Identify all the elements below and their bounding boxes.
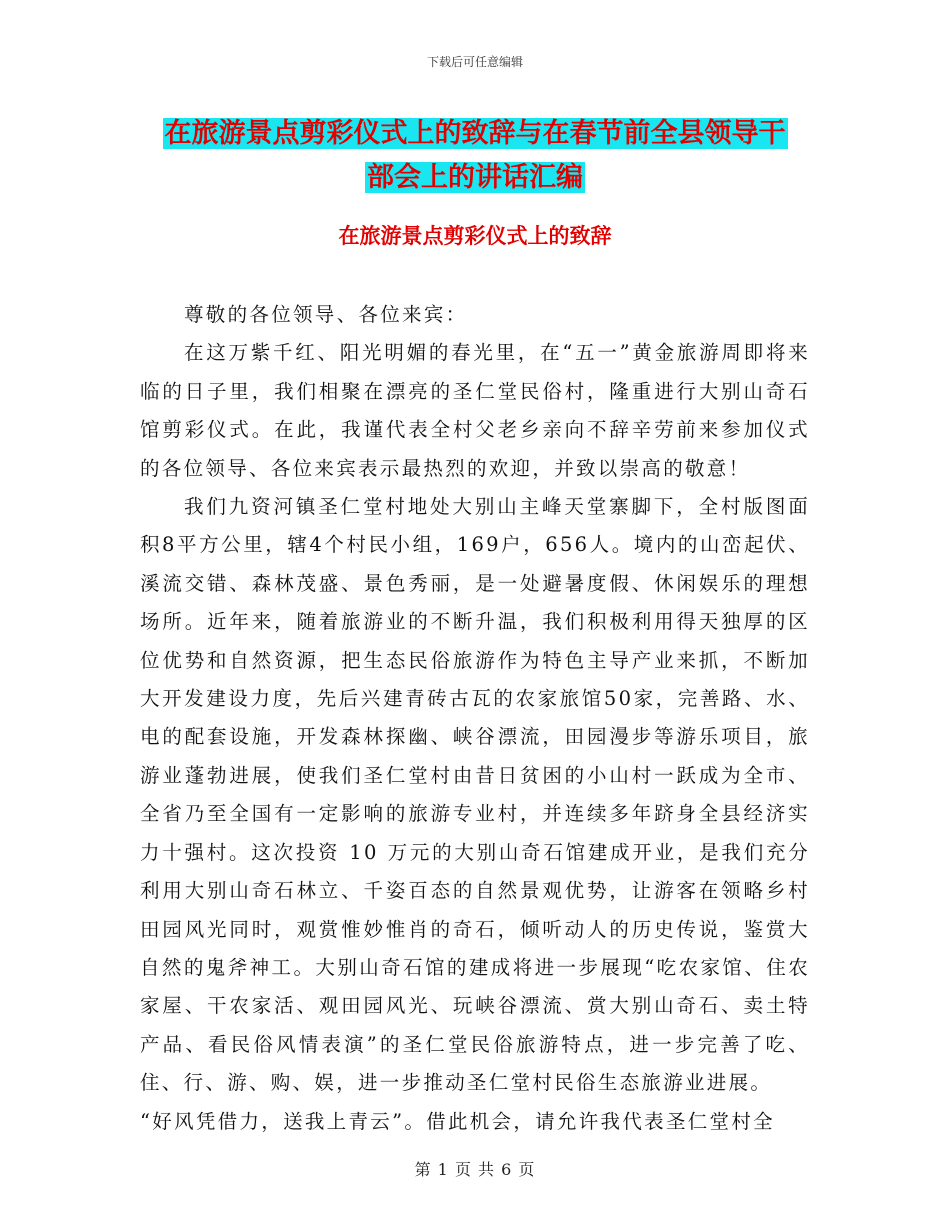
section-title: 在旅游景点剪彩仪式上的致辞	[338, 224, 612, 248]
document-title	[0, 112, 950, 200]
page-number-footer: 第 1 页 共 6 页	[414, 1160, 536, 1179]
body-paragraph: 我们九资河镇圣仁堂村地处大别山主峰天堂寨脚下，全村版图面积8平方公里，辖4个村民小组，169户，656人。境内的山峦起伏、溪流交错、森林茂盛、景色秀丽，是一处避暑度假、休闲娱乐的理想场所。近年来，随着旅游业的不断升温，我们积极利用得天独厚的区位优势和自然资源，把生态民俗旅游作为特色主导产业来抓，不断加大开发建设力度，先后兴建青砖古瓦的农家旅馆50家，完善路、水、电的配套设施，开发森林探幽、峡谷漂流，田园漫步等游乐项目，旅游业蓬勃进展，使我们圣仁堂村由昔日贫困的小山村一跃成为全市、全省乃至全国有一定影响的旅游专业村，并连续多年跻身全县经济实力十强村。这次投资 10 万元的大别山奇石馆建成开业，是我们充分利用大别山奇石林立、千姿百态的自然景观优势，让游客在领略乡村田园风光同时，观赏惟妙惟肖的奇石，倾听动人的历史传说，鉴赏大自然的鬼斧神工。大别山奇石馆的建成将进一步展现“吃农家馆、住农家屋、干农家活、观田园风光、玩峡谷漂流、赏大别山奇石、卖土特产品、看民俗风情表演”的圣仁堂民俗旅游特点，进一步完善了吃、住、行、游、购、娱，进一步推动圣仁堂村民俗生态旅游业进展。	[140, 495, 810, 1095]
body-paragraph: “好风凭借力，送我上青云”。借此机会，请允许我代表圣仁堂村全	[140, 1109, 775, 1133]
document-title-line-1: 在旅游景点剪彩仪式上的致辞与在春节前全县领导干	[164, 118, 786, 149]
document-body	[140, 296, 810, 1141]
document-title-line-2: 部会上的讲话汇编	[367, 162, 583, 193]
body-paragraph: 在这万紫千红、阳光明媚的春光里，在“五一”黄金旅游周即将来临的日子里，我们相聚在漂亮的圣仁堂民俗村，隆重进行大别山奇石馆剪彩仪式。在此，我谨代表全村父老乡亲向不辞辛劳前来参加仪式的各位领导、各位来宾表示最热烈的欢迎，并致以崇高的敬意！	[140, 341, 810, 480]
salutation-paragraph: 尊敬的各位领导、各位来宾：	[184, 303, 468, 326]
page-header-note: 下载后可任意编辑	[426, 55, 523, 69]
